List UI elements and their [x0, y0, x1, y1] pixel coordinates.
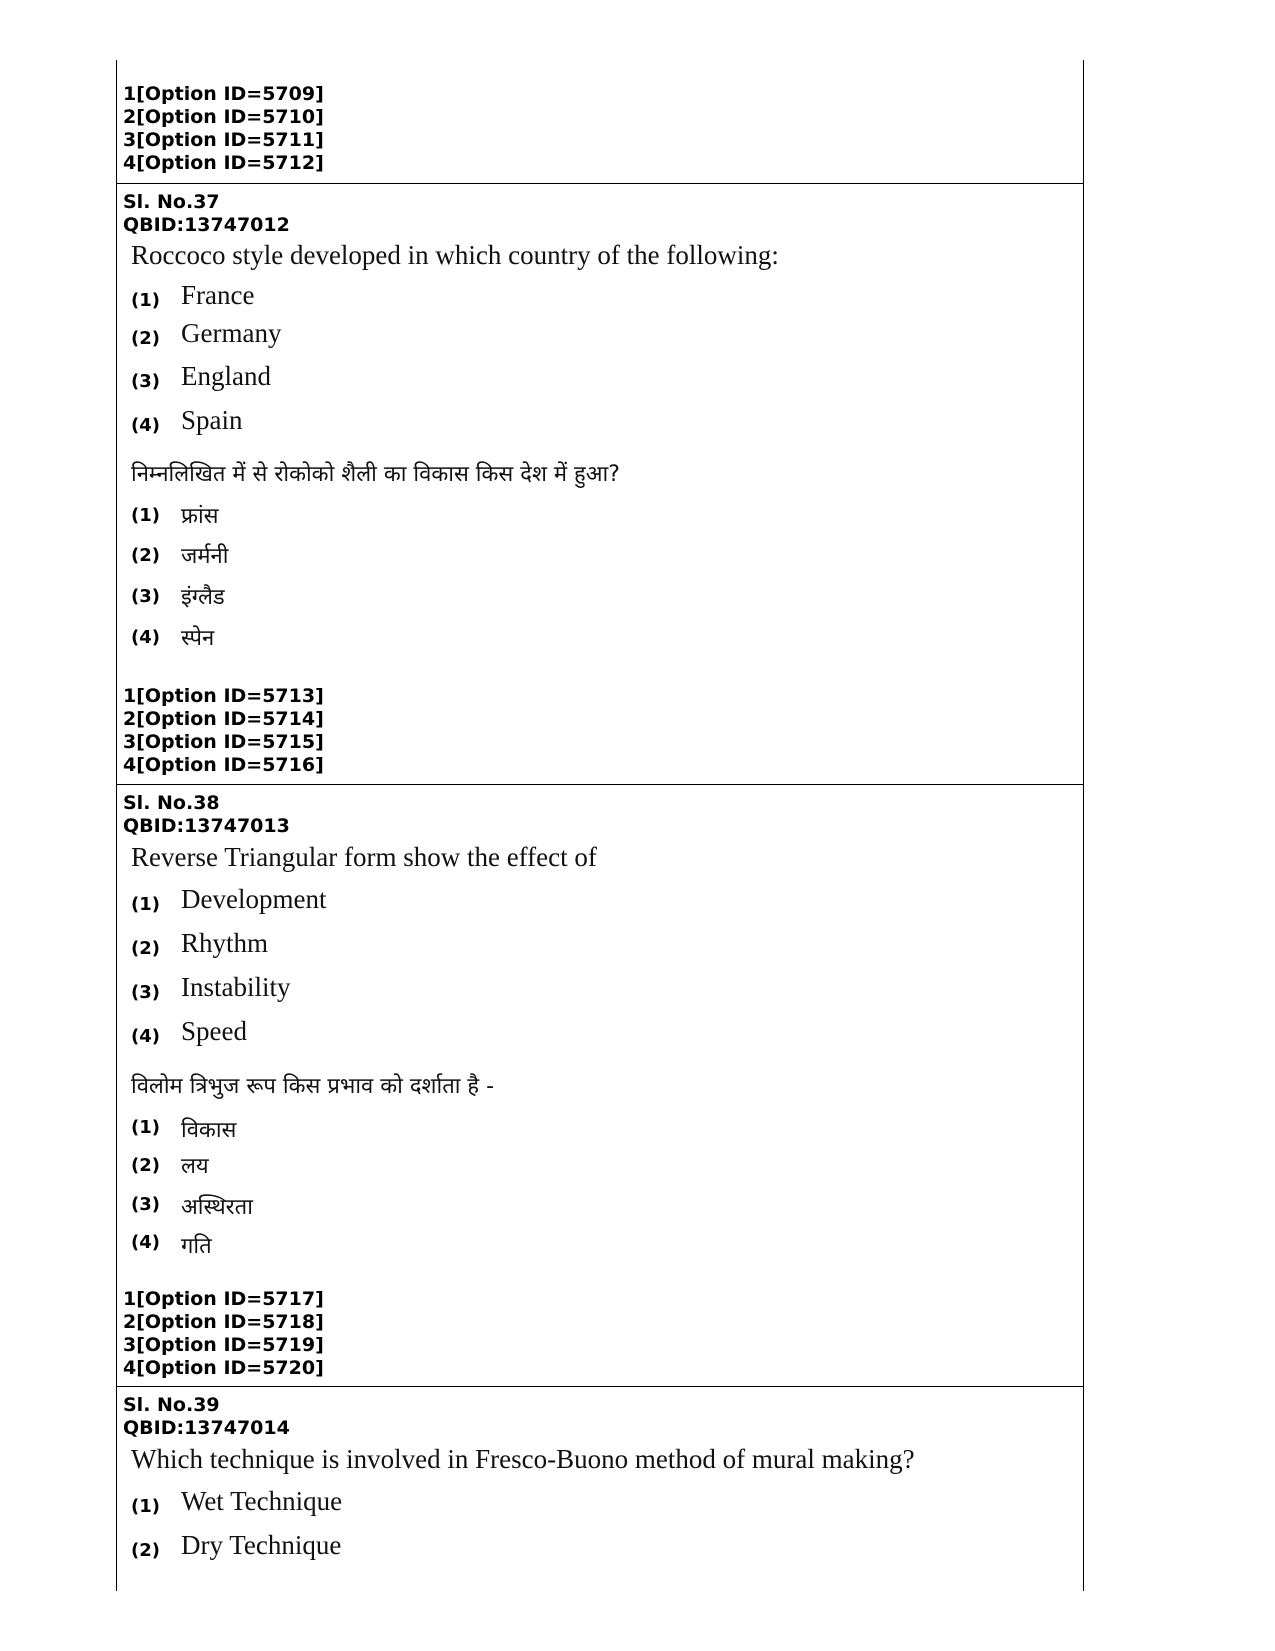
q38-option-en-3: Instability [181, 972, 291, 1002]
serial-number: Sl. No.39 [123, 1394, 220, 1416]
option-label: (2) [131, 1540, 160, 1561]
qbid: QBID:13747013 [123, 815, 290, 837]
q38-option-hi-1: विकास [181, 1118, 237, 1143]
qbid: QBID:13747012 [123, 214, 290, 236]
qbid: QBID:13747014 [123, 1417, 290, 1439]
q38-option-hi-3: अस्थिरता [181, 1195, 253, 1220]
q37-option-hi-4: स्पेन [181, 626, 215, 651]
q37-option-ids [123, 685, 1078, 777]
q39-question-en: Which technique is involved in Fresco-Buono method of mural making? [131, 1444, 915, 1474]
option-label: (2) [131, 545, 160, 566]
q37-option-en-2: Germany [181, 318, 282, 348]
divider [116, 784, 1084, 785]
option-id: 4[Option ID=5712] [123, 152, 324, 174]
serial-number: Sl. No.37 [123, 191, 220, 213]
option-label: (3) [131, 586, 160, 607]
q38-option-en-2: Rhythm [181, 928, 269, 958]
right-border [1083, 60, 1084, 1591]
option-id: 1[Option ID=5717] [123, 1288, 324, 1310]
option-id: 2[Option ID=5710] [123, 106, 324, 128]
option-label: (4) [131, 1026, 160, 1047]
option-label: (4) [131, 627, 160, 648]
option-label: (3) [131, 371, 160, 392]
option-label: (2) [131, 1155, 160, 1176]
q38-option-hi-2: लय [181, 1154, 209, 1179]
q38-question-en: Reverse Triangular form show the effect of [131, 842, 597, 872]
q37-header [123, 191, 1078, 237]
q38-option-en-1: Development [181, 884, 327, 914]
q37-question-hi: निम्नलिखित में से रोकोको शैली का विकास किस देश में हुआ? [131, 462, 620, 487]
q39-option-en-1: Wet Technique [181, 1486, 343, 1516]
q39-header [123, 1394, 1078, 1440]
option-label: (1) [131, 505, 160, 526]
q37-option-en-3: England [181, 361, 271, 391]
q37-option-hi-1: फ्रांस [181, 504, 219, 529]
divider [116, 1386, 1084, 1387]
option-label: (3) [131, 982, 160, 1003]
option-id: 1[Option ID=5709] [123, 83, 324, 105]
q37-question-en: Roccoco style developed in which country of the following: [131, 240, 779, 270]
q38-question-hi: विलोम त्रिभुज रूप किस प्रभाव को दर्शाता है - [131, 1074, 495, 1099]
option-id: 3[Option ID=5719] [123, 1334, 324, 1356]
option-label: (3) [131, 1194, 160, 1215]
q38-option-hi-4: गति [181, 1234, 212, 1259]
left-border [116, 60, 117, 1591]
option-id: 3[Option ID=5715] [123, 731, 324, 753]
option-label: (1) [131, 290, 160, 311]
option-label: (2) [131, 938, 160, 959]
option-id: 4[Option ID=5720] [123, 1357, 324, 1379]
option-label: (4) [131, 1232, 160, 1253]
option-id: 2[Option ID=5714] [123, 708, 324, 730]
serial-number: Sl. No.38 [123, 792, 220, 814]
divider [116, 183, 1084, 184]
option-label: (1) [131, 1496, 160, 1517]
q38-header [123, 792, 1078, 838]
option-id: 1[Option ID=5713] [123, 685, 324, 707]
option-label: (1) [131, 1117, 160, 1138]
option-id: 2[Option ID=5718] [123, 1311, 324, 1333]
q38-option-ids [123, 1288, 1078, 1380]
q37-option-hi-2: जर्मनी [181, 544, 229, 569]
option-label: (2) [131, 328, 160, 349]
q36-option-ids [123, 83, 1078, 175]
q39-option-en-2: Dry Technique [181, 1530, 342, 1560]
q37-option-en-4: Spain [181, 405, 243, 435]
option-label: (4) [131, 415, 160, 436]
option-id: 4[Option ID=5716] [123, 754, 324, 776]
option-label: (1) [131, 894, 160, 915]
q37-option-hi-3: इंग्लैड [181, 585, 225, 610]
q37-option-en-1: France [181, 280, 255, 310]
q38-option-en-4: Speed [181, 1016, 247, 1046]
option-id: 3[Option ID=5711] [123, 129, 324, 151]
